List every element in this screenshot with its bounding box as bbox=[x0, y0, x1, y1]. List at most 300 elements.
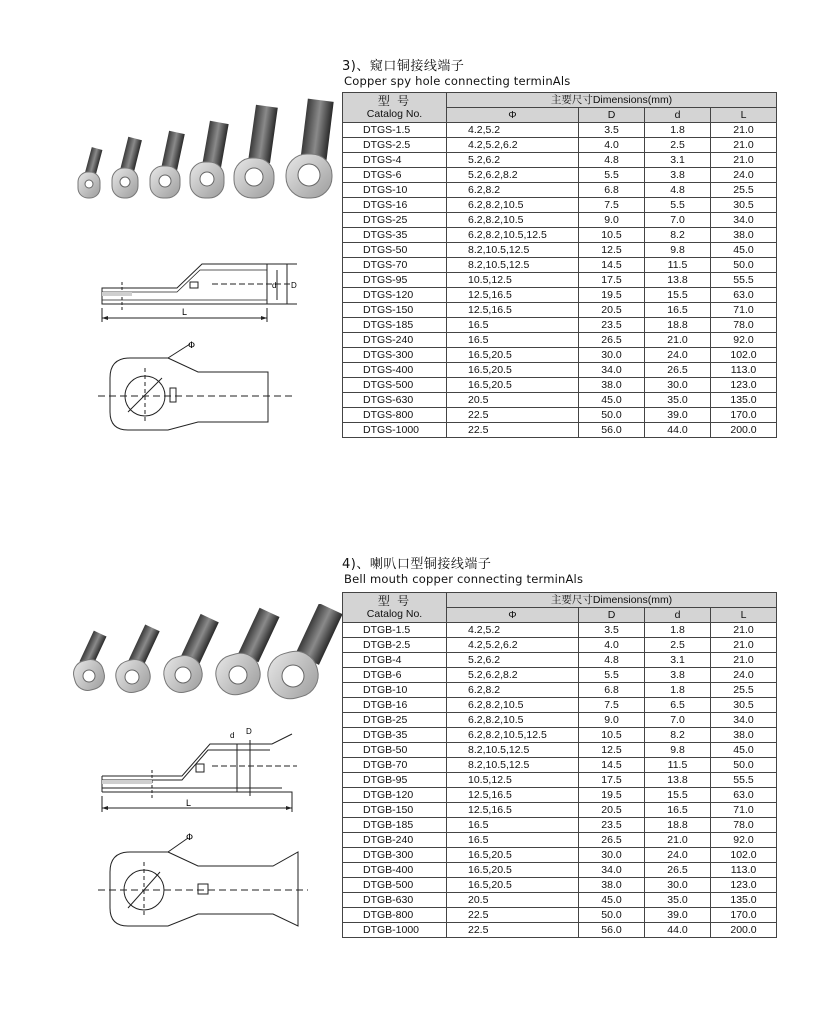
phi-cell: 16.5 bbox=[447, 318, 579, 333]
D-cell: 19.5 bbox=[579, 788, 645, 803]
L-cell: 55.5 bbox=[711, 773, 777, 788]
table-row bbox=[343, 893, 777, 908]
d-cell: 21.0 bbox=[645, 333, 711, 348]
d-cell: 7.0 bbox=[645, 713, 711, 728]
spec-table-bell bbox=[342, 592, 777, 938]
L-cell: 21.0 bbox=[711, 638, 777, 653]
d-cell: 18.8 bbox=[645, 318, 711, 333]
phi-cell: 20.5 bbox=[447, 393, 579, 408]
col-header-D: D bbox=[579, 108, 645, 123]
L-cell: 113.0 bbox=[711, 863, 777, 878]
L-cell: 170.0 bbox=[711, 408, 777, 423]
d-cell: 1.8 bbox=[645, 683, 711, 698]
section-title-en: Copper spy hole connecting terminAls bbox=[344, 74, 571, 88]
dim-label-d: d bbox=[230, 731, 235, 740]
d-cell: 18.8 bbox=[645, 818, 711, 833]
lug-photo-2 bbox=[112, 624, 159, 695]
D-cell: 23.5 bbox=[579, 818, 645, 833]
table-row bbox=[343, 923, 777, 938]
d-cell: 15.5 bbox=[645, 788, 711, 803]
table-row bbox=[343, 623, 777, 638]
phi-cell: 4.2,5.2 bbox=[447, 623, 579, 638]
catalog-no-cell: DTGB-500 bbox=[343, 878, 447, 893]
catalog-no-cell: DTGS-800 bbox=[343, 408, 447, 423]
catalog-no-cell: DTGB-300 bbox=[343, 848, 447, 863]
phi-cell: 20.5 bbox=[447, 893, 579, 908]
catalog-no-cell: DTGS-10 bbox=[343, 183, 447, 198]
D-cell: 50.0 bbox=[579, 908, 645, 923]
phi-cell: 22.5 bbox=[447, 408, 579, 423]
D-cell: 9.0 bbox=[579, 713, 645, 728]
d-cell: 39.0 bbox=[645, 408, 711, 423]
table-row bbox=[343, 848, 777, 863]
section-title-en: Bell mouth copper connecting terminAls bbox=[344, 572, 584, 586]
L-cell: 50.0 bbox=[711, 258, 777, 273]
table-row bbox=[343, 653, 777, 668]
phi-cell: 6.2,8.2,10.5,12.5 bbox=[447, 728, 579, 743]
table-row bbox=[343, 213, 777, 228]
d-cell: 8.2 bbox=[645, 228, 711, 243]
d-cell: 13.8 bbox=[645, 773, 711, 788]
dim-label-D: D bbox=[246, 727, 252, 736]
lug-photo-1 bbox=[78, 147, 102, 198]
d-cell: 26.5 bbox=[645, 363, 711, 378]
d-cell: 7.0 bbox=[645, 213, 711, 228]
dim-label-L: L bbox=[182, 307, 188, 317]
catalog-no-cell: DTGS-25 bbox=[343, 213, 447, 228]
phi-cell: 16.5 bbox=[447, 333, 579, 348]
catalog-no-cell: DTGS-16 bbox=[343, 198, 447, 213]
d-cell: 26.5 bbox=[645, 863, 711, 878]
section-bell-mouth bbox=[0, 500, 826, 1027]
col-header-d: d bbox=[645, 108, 711, 123]
table-row bbox=[343, 728, 777, 743]
L-cell: 92.0 bbox=[711, 833, 777, 848]
top-view-drawing bbox=[98, 830, 318, 934]
L-cell: 25.5 bbox=[711, 183, 777, 198]
col-header-phi: Φ bbox=[447, 108, 579, 123]
section-title-cn: 4)、喇叭口型铜接线端子 bbox=[342, 557, 492, 572]
dim-label-L: L bbox=[186, 798, 192, 808]
D-cell: 38.0 bbox=[579, 878, 645, 893]
table-row bbox=[343, 288, 777, 303]
dim-label-D: D bbox=[291, 281, 297, 290]
table-row bbox=[343, 363, 777, 378]
d-cell: 5.5 bbox=[645, 198, 711, 213]
phi-cell: 12.5,16.5 bbox=[447, 303, 579, 318]
L-cell: 24.0 bbox=[711, 668, 777, 683]
d-cell: 24.0 bbox=[645, 848, 711, 863]
D-cell: 34.0 bbox=[579, 363, 645, 378]
L-cell: 102.0 bbox=[711, 348, 777, 363]
col-header-L: L bbox=[711, 608, 777, 623]
phi-cell: 12.5,16.5 bbox=[447, 788, 579, 803]
D-cell: 4.0 bbox=[579, 138, 645, 153]
table-row bbox=[343, 183, 777, 198]
catalog-no-cell: DTGS-50 bbox=[343, 243, 447, 258]
D-cell: 6.8 bbox=[579, 683, 645, 698]
table-row bbox=[343, 303, 777, 318]
table-row bbox=[343, 863, 777, 878]
table-row bbox=[343, 318, 777, 333]
catalog-no-cell: DTGB-50 bbox=[343, 743, 447, 758]
L-cell: 135.0 bbox=[711, 893, 777, 908]
catalog-no-cell: DTGS-240 bbox=[343, 333, 447, 348]
table-row bbox=[343, 393, 777, 408]
catalog-header bbox=[343, 93, 447, 123]
phi-cell: 6.2,8.2,10.5 bbox=[447, 198, 579, 213]
D-cell: 4.8 bbox=[579, 653, 645, 668]
table-row bbox=[343, 668, 777, 683]
d-cell: 4.8 bbox=[645, 183, 711, 198]
d-cell: 15.5 bbox=[645, 288, 711, 303]
side-view-drawing bbox=[92, 240, 322, 330]
phi-cell: 22.5 bbox=[447, 423, 579, 438]
catalog-no-cell: DTGS-35 bbox=[343, 228, 447, 243]
d-cell: 11.5 bbox=[645, 258, 711, 273]
table-row bbox=[343, 348, 777, 363]
phi-cell: 16.5,20.5 bbox=[447, 378, 579, 393]
D-cell: 50.0 bbox=[579, 408, 645, 423]
table-row bbox=[343, 758, 777, 773]
D-cell: 7.5 bbox=[579, 698, 645, 713]
lug-photo-2 bbox=[112, 137, 142, 198]
table-row bbox=[343, 333, 777, 348]
d-cell: 1.8 bbox=[645, 623, 711, 638]
catalog-no-cell: DTGB-800 bbox=[343, 908, 447, 923]
d-cell: 6.5 bbox=[645, 698, 711, 713]
catalog-no-cell: DTGB-6 bbox=[343, 668, 447, 683]
D-cell: 45.0 bbox=[579, 893, 645, 908]
d-cell: 44.0 bbox=[645, 423, 711, 438]
d-cell: 9.8 bbox=[645, 743, 711, 758]
table-row bbox=[343, 713, 777, 728]
lug-photo-3 bbox=[160, 614, 219, 696]
lug-photo-1 bbox=[71, 631, 108, 694]
section-spy-hole bbox=[0, 0, 826, 500]
D-cell: 20.5 bbox=[579, 803, 645, 818]
d-cell: 2.5 bbox=[645, 638, 711, 653]
phi-cell: 10.5,12.5 bbox=[447, 273, 579, 288]
d-cell: 8.2 bbox=[645, 728, 711, 743]
D-cell: 14.5 bbox=[579, 258, 645, 273]
phi-cell: 10.5,12.5 bbox=[447, 773, 579, 788]
table-row bbox=[343, 698, 777, 713]
phi-cell: 8.2,10.5,12.5 bbox=[447, 743, 579, 758]
d-cell: 30.0 bbox=[645, 378, 711, 393]
table-row bbox=[343, 803, 777, 818]
phi-cell: 16.5,20.5 bbox=[447, 363, 579, 378]
D-cell: 12.5 bbox=[579, 743, 645, 758]
L-cell: 30.5 bbox=[711, 198, 777, 213]
D-cell: 20.5 bbox=[579, 303, 645, 318]
d-cell: 16.5 bbox=[645, 303, 711, 318]
catalog-no-cell: DTGS-120 bbox=[343, 288, 447, 303]
table-row bbox=[343, 198, 777, 213]
D-cell: 30.0 bbox=[579, 348, 645, 363]
L-cell: 21.0 bbox=[711, 153, 777, 168]
D-cell: 17.5 bbox=[579, 273, 645, 288]
L-cell: 63.0 bbox=[711, 788, 777, 803]
phi-cell: 6.2,8.2,10.5 bbox=[447, 698, 579, 713]
L-cell: 55.5 bbox=[711, 273, 777, 288]
table-row bbox=[343, 683, 777, 698]
D-cell: 12.5 bbox=[579, 243, 645, 258]
catalog-no-cell: DTGS-500 bbox=[343, 378, 447, 393]
L-cell: 50.0 bbox=[711, 758, 777, 773]
dim-label-phi: Φ bbox=[188, 341, 196, 351]
D-cell: 30.0 bbox=[579, 848, 645, 863]
catalog-no-cell: DTGB-35 bbox=[343, 728, 447, 743]
col-header-d: d bbox=[645, 608, 711, 623]
table-row bbox=[343, 138, 777, 153]
section-title-cn: 3)、窥口铜接线端子 bbox=[342, 59, 465, 74]
L-cell: 21.0 bbox=[711, 623, 777, 638]
L-cell: 38.0 bbox=[711, 728, 777, 743]
catalog-no-cell: DTGS-1.5 bbox=[343, 123, 447, 138]
phi-cell: 6.2,8.2,10.5 bbox=[447, 213, 579, 228]
D-cell: 26.5 bbox=[579, 333, 645, 348]
D-cell: 56.0 bbox=[579, 923, 645, 938]
phi-cell: 22.5 bbox=[447, 923, 579, 938]
D-cell: 10.5 bbox=[579, 228, 645, 243]
D-cell: 5.5 bbox=[579, 668, 645, 683]
L-cell: 92.0 bbox=[711, 333, 777, 348]
dimensions-header: 主要尺寸Dimensions(mm) bbox=[447, 593, 777, 608]
phi-cell: 4.2,5.2 bbox=[447, 123, 579, 138]
product-photo-spy-terminals bbox=[72, 96, 342, 208]
catalog-no-cell: DTGS-95 bbox=[343, 273, 447, 288]
L-cell: 34.0 bbox=[711, 713, 777, 728]
side-view-drawing bbox=[92, 720, 302, 820]
table-row bbox=[343, 378, 777, 393]
catalog-no-cell: DTGB-1000 bbox=[343, 923, 447, 938]
D-cell: 45.0 bbox=[579, 393, 645, 408]
L-cell: 45.0 bbox=[711, 243, 777, 258]
L-cell: 63.0 bbox=[711, 288, 777, 303]
table-row bbox=[343, 408, 777, 423]
catalog-no-cell: DTGB-70 bbox=[343, 758, 447, 773]
phi-cell: 4.2,5.2,6.2 bbox=[447, 638, 579, 653]
phi-cell: 8.2,10.5,12.5 bbox=[447, 258, 579, 273]
table-row bbox=[343, 878, 777, 893]
d-cell: 39.0 bbox=[645, 908, 711, 923]
phi-cell: 8.2,10.5,12.5 bbox=[447, 243, 579, 258]
L-cell: 38.0 bbox=[711, 228, 777, 243]
catalog-header-en: Catalog No. bbox=[366, 107, 423, 120]
d-cell: 35.0 bbox=[645, 893, 711, 908]
phi-cell: 6.2,8.2,10.5,12.5 bbox=[447, 228, 579, 243]
lug-photo-3 bbox=[150, 131, 185, 198]
catalog-no-cell: DTGS-300 bbox=[343, 348, 447, 363]
lug-photo-5 bbox=[234, 105, 278, 198]
phi-cell: 5.2,6.2 bbox=[447, 153, 579, 168]
catalog-no-cell: DTGS-185 bbox=[343, 318, 447, 333]
catalog-no-cell: DTGB-16 bbox=[343, 698, 447, 713]
lug-photo-4 bbox=[190, 121, 229, 198]
catalog-no-cell: DTGS-4 bbox=[343, 153, 447, 168]
top-view-drawing bbox=[98, 338, 308, 438]
catalog-no-cell: DTGS-1000 bbox=[343, 423, 447, 438]
table-row bbox=[343, 243, 777, 258]
catalog-no-cell: DTGS-400 bbox=[343, 363, 447, 378]
d-cell: 2.5 bbox=[645, 138, 711, 153]
table-row bbox=[343, 818, 777, 833]
L-cell: 200.0 bbox=[711, 923, 777, 938]
catalog-no-cell: DTGS-6 bbox=[343, 168, 447, 183]
col-header-D: D bbox=[579, 608, 645, 623]
D-cell: 23.5 bbox=[579, 318, 645, 333]
L-cell: 170.0 bbox=[711, 908, 777, 923]
table-row bbox=[343, 773, 777, 788]
phi-cell: 12.5,16.5 bbox=[447, 803, 579, 818]
table-row bbox=[343, 168, 777, 183]
L-cell: 21.0 bbox=[711, 138, 777, 153]
phi-cell: 6.2,8.2,10.5 bbox=[447, 713, 579, 728]
D-cell: 17.5 bbox=[579, 773, 645, 788]
catalog-no-cell: DTGB-120 bbox=[343, 788, 447, 803]
phi-cell: 16.5 bbox=[447, 818, 579, 833]
catalog-header-cn: 型 号 bbox=[377, 593, 412, 608]
product-photo-bell-terminals bbox=[66, 604, 342, 708]
L-cell: 21.0 bbox=[711, 653, 777, 668]
lug-photo-4 bbox=[212, 608, 280, 699]
L-cell: 30.5 bbox=[711, 698, 777, 713]
catalog-no-cell: DTGB-25 bbox=[343, 713, 447, 728]
table-row bbox=[343, 153, 777, 168]
catalog-no-cell: DTGB-95 bbox=[343, 773, 447, 788]
catalog-no-cell: DTGS-150 bbox=[343, 303, 447, 318]
L-cell: 71.0 bbox=[711, 303, 777, 318]
L-cell: 21.0 bbox=[711, 123, 777, 138]
d-cell: 9.8 bbox=[645, 243, 711, 258]
d-cell: 13.8 bbox=[645, 273, 711, 288]
d-cell: 3.1 bbox=[645, 653, 711, 668]
dimensions-header: 主要尺寸Dimensions(mm) bbox=[447, 93, 777, 108]
L-cell: 78.0 bbox=[711, 318, 777, 333]
d-cell: 3.1 bbox=[645, 153, 711, 168]
col-header-phi: Φ bbox=[447, 608, 579, 623]
L-cell: 34.0 bbox=[711, 213, 777, 228]
catalog-no-cell: DTGB-240 bbox=[343, 833, 447, 848]
phi-cell: 16.5 bbox=[447, 833, 579, 848]
dim-label-phi: Φ bbox=[186, 833, 194, 843]
d-cell: 1.8 bbox=[645, 123, 711, 138]
d-cell: 30.0 bbox=[645, 878, 711, 893]
phi-cell: 4.2,5.2,6.2 bbox=[447, 138, 579, 153]
table-row bbox=[343, 273, 777, 288]
d-cell: 24.0 bbox=[645, 348, 711, 363]
catalog-no-cell: DTGS-630 bbox=[343, 393, 447, 408]
L-cell: 45.0 bbox=[711, 743, 777, 758]
L-cell: 71.0 bbox=[711, 803, 777, 818]
D-cell: 3.5 bbox=[579, 623, 645, 638]
L-cell: 113.0 bbox=[711, 363, 777, 378]
L-cell: 102.0 bbox=[711, 848, 777, 863]
L-cell: 25.5 bbox=[711, 683, 777, 698]
table-row bbox=[343, 123, 777, 138]
catalog-no-cell: DTGB-185 bbox=[343, 818, 447, 833]
D-cell: 26.5 bbox=[579, 833, 645, 848]
catalog-no-cell: DTGB-10 bbox=[343, 683, 447, 698]
table-row bbox=[343, 788, 777, 803]
catalog-no-cell: DTGB-400 bbox=[343, 863, 447, 878]
catalog-no-cell: DTGB-2.5 bbox=[343, 638, 447, 653]
phi-cell: 8.2,10.5,12.5 bbox=[447, 758, 579, 773]
D-cell: 6.8 bbox=[579, 183, 645, 198]
D-cell: 7.5 bbox=[579, 198, 645, 213]
phi-cell: 5.2,6.2,8.2 bbox=[447, 168, 579, 183]
catalog-no-cell: DTGS-70 bbox=[343, 258, 447, 273]
D-cell: 14.5 bbox=[579, 758, 645, 773]
D-cell: 5.5 bbox=[579, 168, 645, 183]
phi-cell: 5.2,6.2 bbox=[447, 653, 579, 668]
phi-cell: 22.5 bbox=[447, 908, 579, 923]
phi-cell: 6.2,8.2 bbox=[447, 683, 579, 698]
D-cell: 9.0 bbox=[579, 213, 645, 228]
d-cell: 16.5 bbox=[645, 803, 711, 818]
table-row bbox=[343, 423, 777, 438]
table-row bbox=[343, 908, 777, 923]
L-cell: 200.0 bbox=[711, 423, 777, 438]
phi-cell: 16.5,20.5 bbox=[447, 863, 579, 878]
D-cell: 4.8 bbox=[579, 153, 645, 168]
d-cell: 11.5 bbox=[645, 758, 711, 773]
D-cell: 34.0 bbox=[579, 863, 645, 878]
D-cell: 38.0 bbox=[579, 378, 645, 393]
L-cell: 123.0 bbox=[711, 878, 777, 893]
d-cell: 21.0 bbox=[645, 833, 711, 848]
table-row bbox=[343, 833, 777, 848]
dim-label-d: d bbox=[272, 281, 277, 290]
catalog-header-cn: 型 号 bbox=[377, 93, 412, 108]
catalog-no-cell: DTGB-4 bbox=[343, 653, 447, 668]
D-cell: 56.0 bbox=[579, 423, 645, 438]
phi-cell: 16.5,20.5 bbox=[447, 348, 579, 363]
catalog-header bbox=[343, 593, 447, 623]
spec-table-spy bbox=[342, 92, 777, 438]
table-row bbox=[343, 638, 777, 653]
table-row bbox=[343, 228, 777, 243]
L-cell: 78.0 bbox=[711, 818, 777, 833]
catalog-no-cell: DTGB-150 bbox=[343, 803, 447, 818]
d-cell: 44.0 bbox=[645, 923, 711, 938]
lug-photo-6 bbox=[286, 99, 334, 198]
D-cell: 4.0 bbox=[579, 638, 645, 653]
D-cell: 3.5 bbox=[579, 123, 645, 138]
d-cell: 35.0 bbox=[645, 393, 711, 408]
phi-cell: 6.2,8.2 bbox=[447, 183, 579, 198]
L-cell: 123.0 bbox=[711, 378, 777, 393]
L-cell: 135.0 bbox=[711, 393, 777, 408]
table-row bbox=[343, 258, 777, 273]
catalog-no-cell: DTGB-1.5 bbox=[343, 623, 447, 638]
L-cell: 24.0 bbox=[711, 168, 777, 183]
catalog-no-cell: DTGS-2.5 bbox=[343, 138, 447, 153]
D-cell: 19.5 bbox=[579, 288, 645, 303]
phi-cell: 16.5,20.5 bbox=[447, 848, 579, 863]
catalog-no-cell: DTGB-630 bbox=[343, 893, 447, 908]
phi-cell: 5.2,6.2,8.2 bbox=[447, 668, 579, 683]
table-row bbox=[343, 743, 777, 758]
col-header-L: L bbox=[711, 108, 777, 123]
d-cell: 3.8 bbox=[645, 168, 711, 183]
catalog-header-en: Catalog No. bbox=[366, 607, 423, 620]
d-cell: 3.8 bbox=[645, 668, 711, 683]
phi-cell: 16.5,20.5 bbox=[447, 878, 579, 893]
D-cell: 10.5 bbox=[579, 728, 645, 743]
phi-cell: 12.5,16.5 bbox=[447, 288, 579, 303]
